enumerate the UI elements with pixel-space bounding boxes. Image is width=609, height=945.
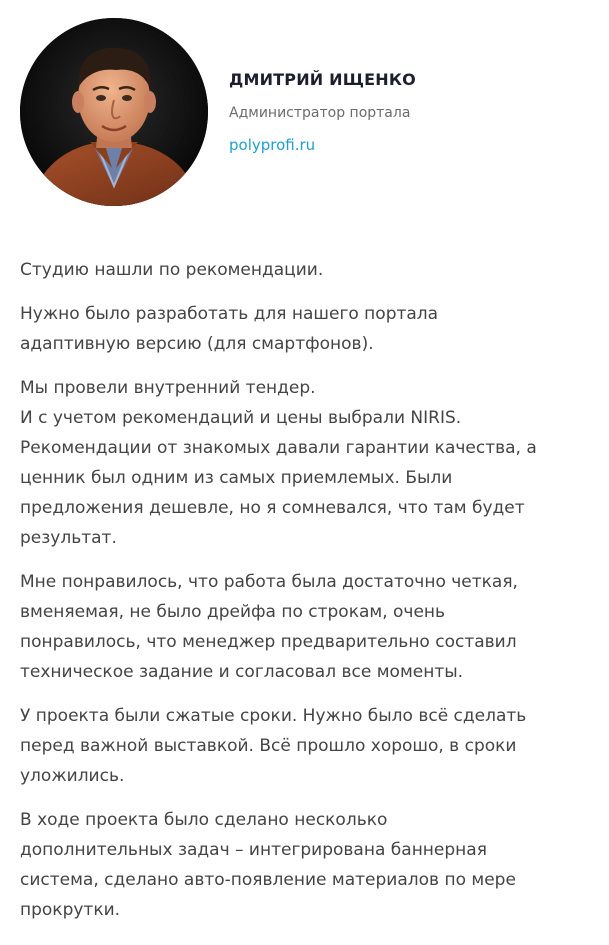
author-name: ДМИТРИЙ ИЩЕНКО [229,70,416,89]
author-info [229,68,569,156]
author-card [20,18,590,208]
author-role: Администратор портала [229,105,411,121]
review-paragraph: Студию нашли по рекомендации. [20,260,324,280]
portrait-photo-icon [20,18,208,206]
review-paragraph: Нужно было разработать для нашего портала адаптивную версию (для смартфонов). [20,304,439,354]
author-site-link[interactable]: polyprofi.ru [229,136,316,154]
author-avatar [20,18,208,206]
review-paragraph: Мне понравилось, что работа была достаточно четкая, вменяемая, не было дрейфа по строкам, очень понравилось, что менеджер предварительно составил техническое задание и согласовал все моменты. [20,572,518,682]
review-paragraph: Мы провели внутренний тендер. И с учетом рекомендаций и цены выбрали NIRIS. Рекомендации от знакомых давали гарантии качества, а ценник был одним из самых приемлемых. Были предложения дешевле, но я сомневался, что там будет результат. [20,378,537,548]
review-paragraph: У проекта были сжатые сроки. Нужно было всё сделать перед важной выставкой. Всё прошло хорошо, в сроки уложились. [20,706,527,786]
review-text [20,255,592,939]
review-paragraph: В ходе проекта было сделано несколько дополнительных задач – интегрирована баннерная система, сделано авто-появление материалов по мере прокрутки. [20,810,516,920]
